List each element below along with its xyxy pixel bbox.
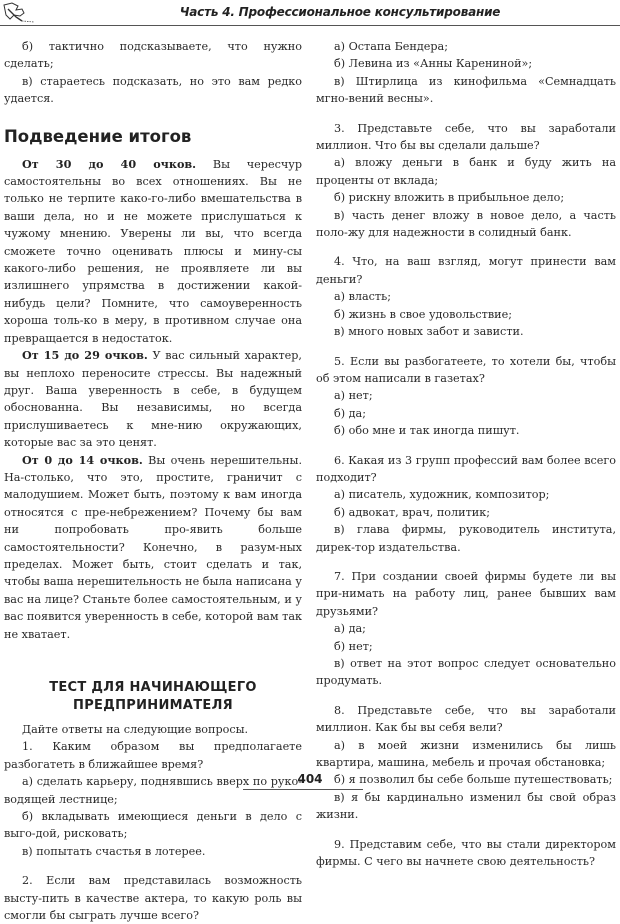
question: 3. Представьте себе, что вы заработали миллион. Что бы вы сделали дальше? [316,121,616,153]
answer-option: в) попытать счастья в лотерее. [22,844,206,858]
test-title [4,679,302,715]
page-number: 404 [297,772,323,786]
question: 8. Представьте себе, что вы заработали миллион. Как бы вы себя вели? [316,703,616,735]
result-range: От 15 до 29 очков. [22,348,148,363]
answer-option: в) я бы кардинально изменил бы свой образ жизни. [316,790,616,822]
answer-option: б) Левина из «Анны Карениной»; [334,57,533,71]
result-range: От 0 до 14 очков. [22,452,143,467]
result-range: От 30 до 40 очков. [22,156,197,171]
answer-option: в) много новых забот и зависти. [334,325,524,339]
result-paragraph [4,452,302,643]
answer-option: б) тактично подсказываете, что нужно сделать; [4,40,302,71]
answer-option: б) да; [334,406,366,420]
question: 2. Если вам представилась возможность высту-пить в качестве актера, то какую роль вы смогли бы сыграть лучше всего? [4,874,302,923]
answer-option: а) в моей жизни изменились бы лишь квартира, машина, мебель и прочая обстановка; [316,738,616,770]
answer-option: б) я позволил бы себе больше путешествовать; [334,773,613,787]
answer-option: а) писатель, художник, композитор; [334,488,550,502]
question: 6. Какая из 3 групп профессий вам более всего подходит? [316,453,616,484]
section-title: Подведение итогов [4,126,192,146]
answer-option: б) адвокат, врач, политик; [334,505,491,519]
answer-option: в) стараетесь подсказать, но это вам редко удается. [4,74,302,106]
answer-option: в) глава фирмы, руководитель института, дирек-тор издательства. [316,523,616,554]
question: 5. Если вы разбогатеете, то хотели бы, чтобы об этом написали в газетах? [316,354,616,385]
answer-option: б) рискну вложить в прибыльное дело; [334,191,565,205]
answer-option: б) жизнь в свое удовольствие; [334,307,512,321]
right-column [316,38,616,870]
answer-option: б) обо мне и так иногда пишут. [334,424,520,438]
answer-option: б) вкладывать имеющиеся деньги в дело с выго-дой, рисковать; [4,810,302,841]
result-paragraph [4,347,302,451]
answer-option: а) да; [334,622,366,636]
footer-rule [243,789,363,790]
question: 9. Представим себе, что вы стали директором фирмы. С чего вы начнете свою деятельность? [316,837,616,869]
running-title: Часть 4. Профессиональное консультирование [179,5,501,19]
page-header [0,0,620,27]
result-paragraph [4,156,302,347]
result-text: Вы очень нерешительны. На-столько, что это, простите, граничит с малодушием. Может быть, поэтому к вам иногда относятся с пре-небрежением? Почему бы вам ни попробовать про-явить больше самостоятельности? Конечно, в разум-ных пределах. Может быть, стоит сделать и так, чтобы ваша нерешительность не была написана у вас на лице? Станьте более самостоятельным, и у вас появится уверенность в себе, которой вам так не хватает. [4,453,302,641]
test-intro: Дайте ответы на следующие вопросы. [22,723,249,736]
test-title-line: ПРЕДПРИНИМАТЕЛЯ [73,698,233,713]
answer-option: а) сделать карьеру, поднявшись вверх по руко-водящей лестнице; [4,775,302,806]
answer-option: а) нет; [334,389,373,403]
answer-option: а) вложу деньги в банк и буду жить на проценты от вклада; [316,156,616,187]
answer-option: а) Остапа Бендера; [334,40,448,53]
answer-option: в) ответ на этот вопрос следует основательно продумать. [316,657,616,688]
question: 1. Каким образом вы предполагаете разбогатеть в ближайшее время? [4,740,302,771]
answer-option: а) власть; [334,290,391,304]
header-rule [0,25,620,26]
answer-option: в) часть денег вложу в новое дело, а часть поло-жу для надежности в солидный банк. [316,208,616,240]
question: 7. При создании своей фирмы будете ли вы при-нимать на работу лиц, ранее бывших вам друзьями? [316,569,616,618]
result-text: У вас сильный характер, вы неплохо переносите стрессы. Вы надежный друг. Ваша уверенность в себе, в будущем обоснованна. Вы независимы, но всегда прислушиваетесь к мне-нию окружающих, которые вас за это ценят. [4,349,302,450]
answer-option: в) Штирлица из кинофильма «Семнадцать мгно-вений весны». [316,74,616,106]
test-title-line: ТЕСТ ДЛЯ НАЧИНАЮЩЕГО [49,680,257,695]
left-column [4,38,302,924]
result-text: Вы чересчур самостоятельны во всех отношениях. Вы не только не терпите како-го-либо вмешательства в ваши дела, но и не можете прислушаться к чужому мнению. Уверены ли вы, что всегда сможете точно оценивать плюсы и мину-сы какого-либо решения, не проявляете ли вы излишнего упрямства в достижении какой-нибудь цели? Помните, что самоуверенность хороша толь-ко в меру, в противном случае она превращается в недостаток. [4,157,302,345]
question: 4. Что, на ваш взгляд, могут принести вам деньги? [316,255,616,286]
answer-option: б) нет; [334,639,373,653]
